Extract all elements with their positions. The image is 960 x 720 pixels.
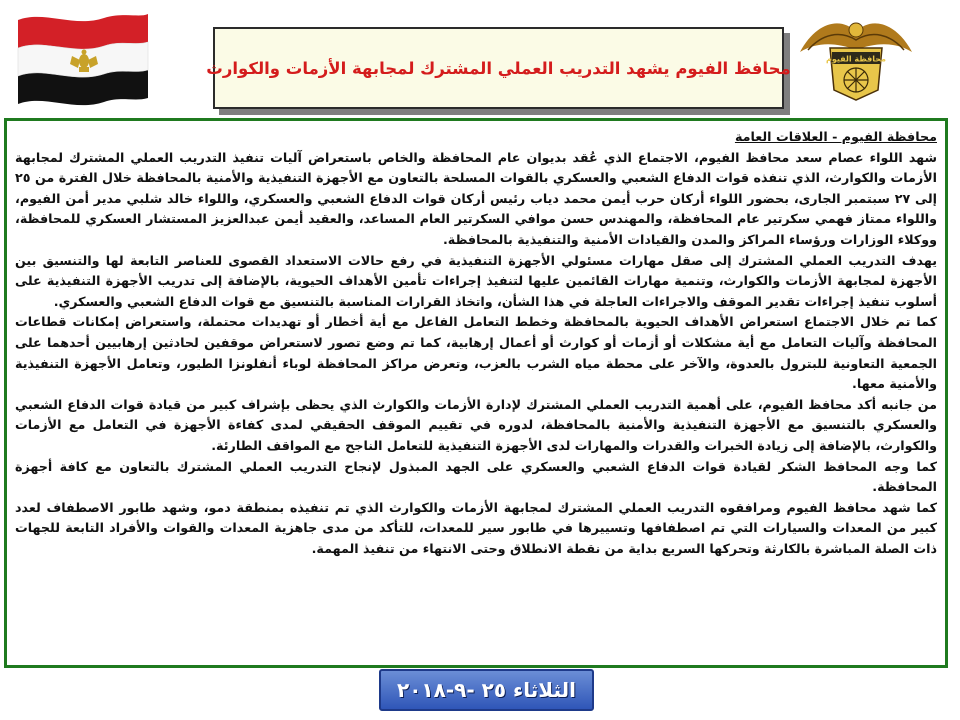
article-source: محافظة الفيوم - العلاقات العامة — [734, 129, 937, 144]
page-title: محافظ الفيوم يشهد التدريب العملي المشترك لمجابهة الأزمات والكوارث — [206, 58, 791, 78]
article-paragraph-3: كما تم خلال الاجتماع استعراض الأهداف الحيوية بالمحافظة وخطط التعامل الفاعل مع أية أخطار أو تهديدات محتملة، واستعراض إمكانات قطاعات المحافظة وآليات التعامل مع أية مشكلات أو أزمات أو كوارث أو أعمال إرهابية، كما تم وضع تصور لاستعراض موقفين لحادثين إرهابيين أحدهما على الجمعية التعاونية للبترول بالعدوة، والآخر على محطة مياه الشرب بالعزب، وتعرض مراكز المحافظة لوباء أنفلونزا الطيور، وتعامل الأجهزة التنفيذية والأمنية معها. — [15, 314, 937, 392]
article-paragraph-5: كما وجه المحافظ الشكر لقيادة قوات الدفاع الشعبي والعسكري على الجهد المبذول لإنجاح التدريب العملي المشترك بالتعاون مع كافة أجهزة المحافظة. — [15, 458, 937, 495]
date-banner — [379, 669, 594, 711]
egypt-flag-icon — [14, 6, 152, 110]
article-paragraph-6: كما شهد محافظ الفيوم ومرافقوه التدريب العملي المشترك لمجابهة الأزمات والكوارث الذي تم تنفيذه بمنطقة دمو، وشهد طابور الاصطفاف لعدد كبير من المعدات والسيارات التي تم اصطفافها وتسييرها في طابور سير للمعدات، للتأكد من مدى جاهزية المعدات والقوات والأفراد التابعة للجهات ذات الصلة المباشرة بالكارثة وتحركها السريع بداية من نقطة الانطلاق وحتى الانتهاء من تنفيذ المهمة. — [15, 499, 937, 556]
article-date: الثلاثاء ٢٥ -٩-٢٠١٨ — [397, 678, 576, 702]
logo-text: محافظة الفيوم — [825, 54, 887, 64]
article-frame — [4, 118, 948, 668]
fayoum-governorate-logo-icon — [796, 12, 916, 104]
article-paragraph-2: يهدف التدريب العملي المشترك إلى صقل مهارات مسئولي الأجهزة التنفيذية في رفع حالات الاستعداد القصوى للعناصر التابعة لها والتنسيق بين الأجهزة لمجابهة الأزمات والكوارث، وتنمية مهارات القائمين عليها لتنفيذ إجراءات تأمين الأهداف الحيوية، بالإضافة إلى تدريب الأجهزة التنفيذية على أسلوب تنفيذ إجراءات تقدير الموقف والاجراءات العاجلة في هذا الشأن، واتخاذ القرارات المناسبة بالتنسيق مع قوات الدفاع الشعبي والعسكري. — [15, 252, 937, 309]
title-box — [206, 27, 791, 109]
article-paragraph-1: شهد اللواء عصام سعد محافظ الفيوم، الاجتماع الذي عُقد بديوان عام المحافظة والخاص باستعراض آليات تنفيذ التدريب العملي المشترك لمجابهة الأزمات والكوارث، الذي تنفذه قوات الدفاع الشعبي والعسكري بالقوات المسلحة بالتعاون مع الأجهزة التنفيذية والأمنية بالمحافظة خلال الفترة من ٢٥ إلى ٢٧ سبتمبر الجارى، بحضور اللواء أركان حرب أيمن محمد دياب رئيس أركان قوات الدفاع الشعبي والعسكري، واللواء خالد شلبي مدير أمن الفيوم، واللواء ممتاز فهمي سكرتير عام المحافظة، والمهندس حسن موافي السكرتير العام المساعد، والعقيد أيمن عبدالعزيز المستشار العسكري للمحافظة، ووكلاء الوزارات ورؤساء المراكز والمدن والقيادات الأمنية والتنفيذية بالمحافظة. — [15, 149, 937, 247]
article-paragraph-4: من جانبه أكد محافظ الفيوم، على أهمية التدريب العملي المشترك لإدارة الأزمات والكوارث الذي يحظى بإشراف كبير من قيادة قوات الدفاع الشعبي والعسكري بالتنسيق مع الأجهزة التنفيذية والأمنية بالمحافظة، لدوره في تقييم الموقف الحقيقي لمدى كفاءة الأجهزة في التعامل مع الأزمات والكوارث، بالإضافة إلى زيادة الخبرات والقدرات والمهارات لدى الأجهزة التنفيذية للتعامل الناجح مع المواقف الطارئة. — [15, 396, 937, 453]
article-body — [15, 127, 937, 663]
